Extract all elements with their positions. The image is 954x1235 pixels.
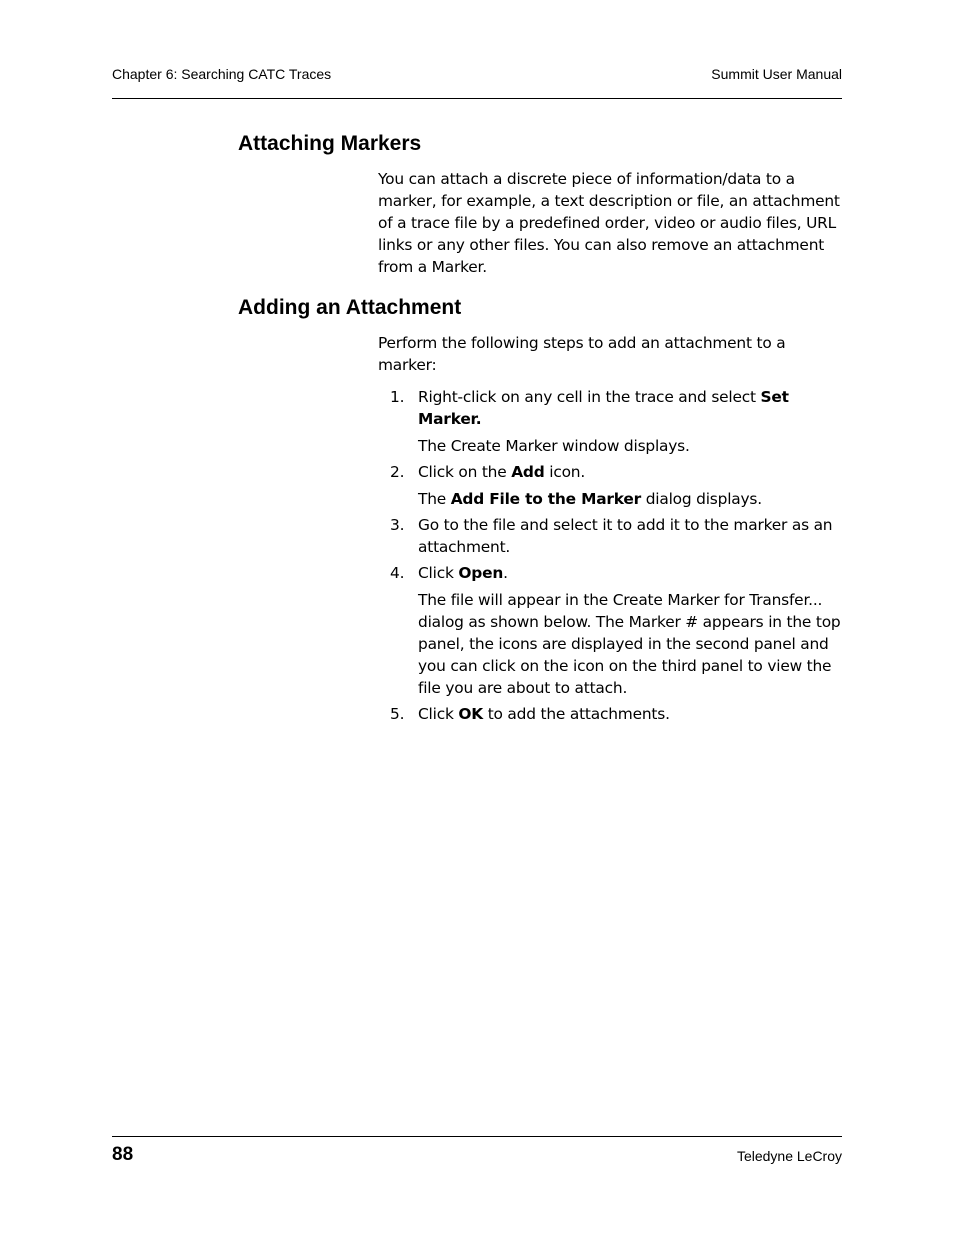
step-5 [378, 703, 846, 725]
step-text: Click [418, 564, 459, 582]
step-text: to add the attachments. [483, 705, 670, 723]
step-4 [378, 562, 846, 584]
note-text: dialog displays. [641, 490, 762, 508]
step-text: Click [418, 705, 459, 723]
step-emphasis: Set Marker. [418, 388, 789, 428]
header-divider [112, 98, 842, 99]
footer-divider [112, 1136, 842, 1137]
step-1 [378, 386, 846, 430]
step-text: Click on the [418, 463, 512, 481]
step-2-note [378, 488, 846, 510]
running-header-manual: Summit User Manual [711, 66, 842, 82]
attaching-markers-paragraph: You can attach a discrete piece of information/data to a marker, for example, a text description or file, an attachment of a trace file by a predefined order, video or audio files, URL links or any other files. You can also remove an attachment from a Marker. [378, 170, 840, 276]
steps-list [378, 386, 846, 725]
step-text: Right-click on any cell in the trace and select [418, 388, 761, 406]
step-emphasis: OK [458, 705, 483, 723]
step-number: 3. [390, 516, 405, 534]
step-number: 2. [390, 463, 405, 481]
note-text: The [418, 490, 451, 508]
running-header-chapter: Chapter 6: Searching CATC Traces [112, 66, 332, 82]
step-emphasis: Add [511, 463, 545, 481]
step-3 [378, 514, 846, 558]
step-1-note: The Create Marker window displays. [418, 437, 690, 455]
page-number: 88 [112, 1144, 134, 1165]
step-number: 5. [390, 705, 405, 723]
step-text: . [503, 564, 508, 582]
adding-attachment-intro: Perform the following steps to add an attachment to a marker: [378, 334, 786, 374]
step-text: icon. [544, 463, 586, 481]
step-text: Go to the file and select it to add it to the marker as an attachment. [418, 516, 833, 556]
step-number: 1. [390, 388, 405, 406]
footer-company: Teledyne LeCroy [736, 1148, 842, 1164]
step-number: 4. [390, 564, 405, 582]
section-heading-attaching-markers: Attaching Markers [238, 132, 422, 155]
note-emphasis: Add File to the Marker [450, 490, 642, 508]
step-2 [378, 461, 846, 483]
step-emphasis: Open [458, 564, 504, 582]
section-heading-adding-attachment: Adding an Attachment [238, 296, 462, 319]
step-4-note: The file will appear in the Create Marker for Transfer... dialog as shown below. The Marker # appears in the top panel, the icons are displayed in the second panel and you can click on the icon on the third panel to view the file you are about to attach. [418, 591, 841, 697]
